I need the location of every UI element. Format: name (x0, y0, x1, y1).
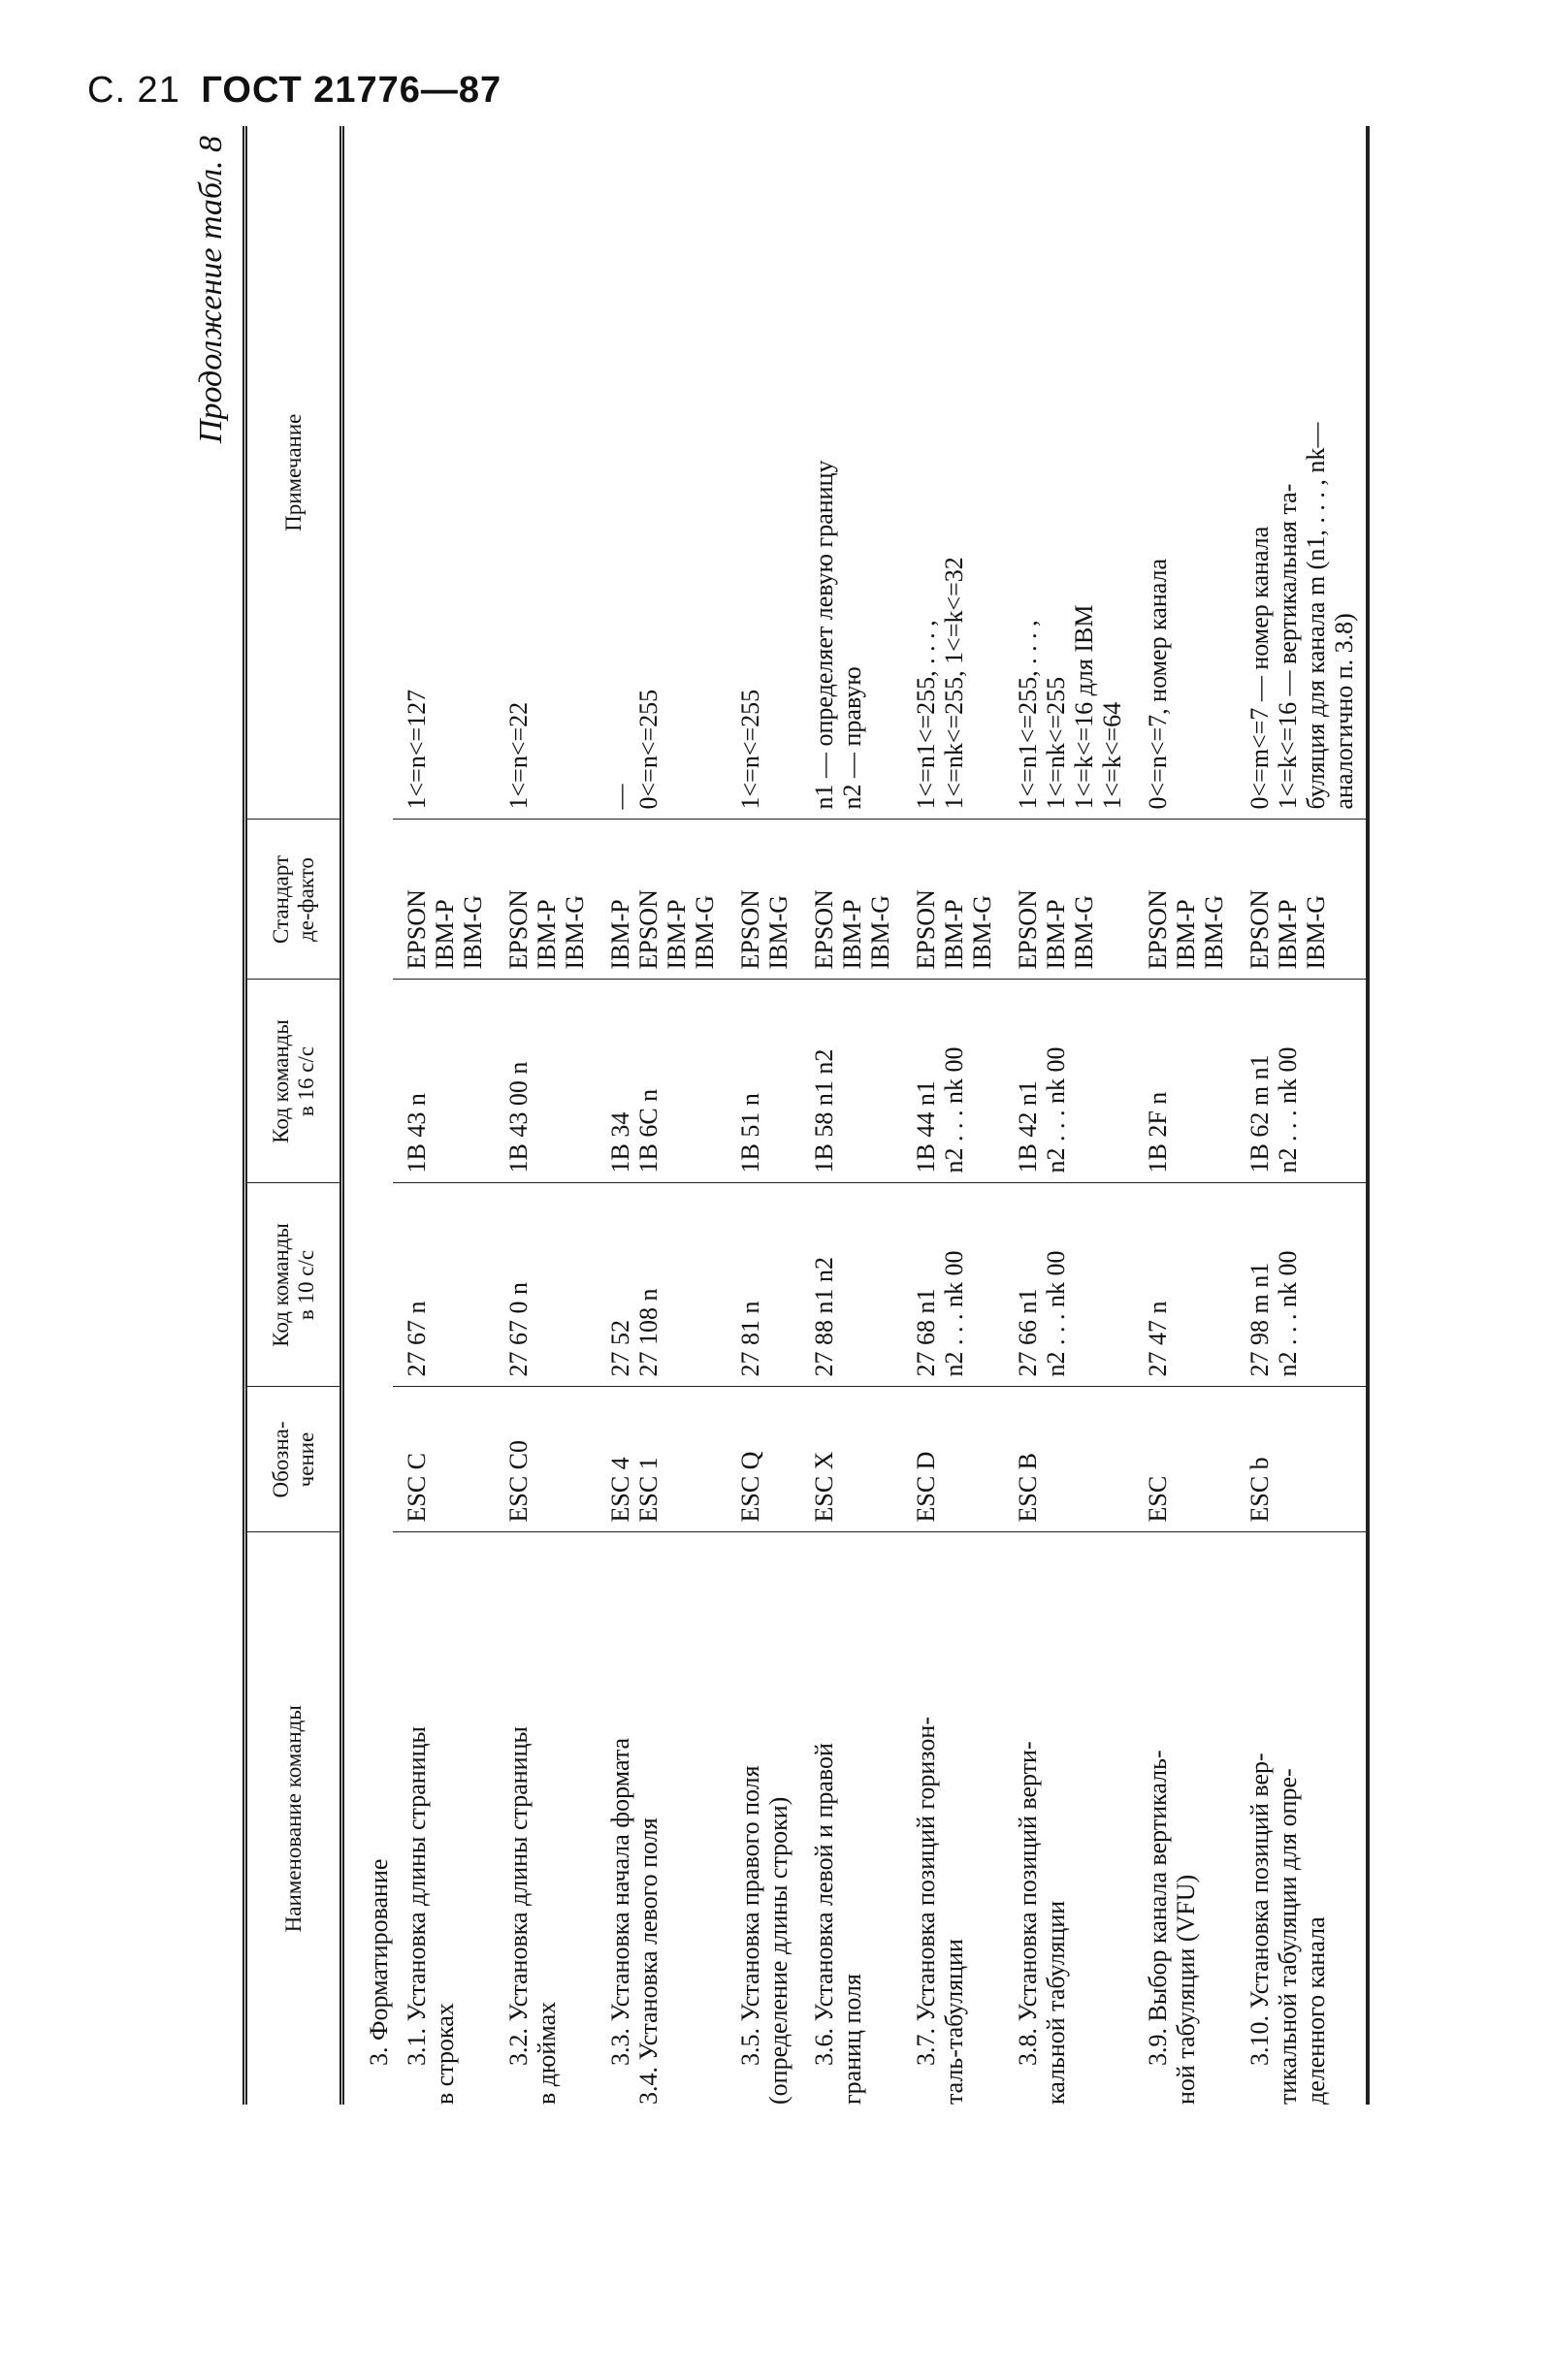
cell-standard-line: EPSON (403, 889, 431, 970)
cell-designation (800, 1387, 902, 1532)
cell-code-dec-line: n2 . . . nk 00 (940, 1250, 968, 1377)
cell-standard-line: IBM-P (1274, 899, 1302, 970)
cell-note (1004, 126, 1134, 820)
cell-command-name-line: 3.10. Установка позиций вер- (1245, 1753, 1274, 2066)
cell-code-hex-line: 1B 51 n (736, 1093, 764, 1174)
cell-note-line: n1 — определяет левую границу (810, 460, 838, 810)
cell-standard-line: IBM-G (561, 894, 589, 970)
cell-command-name-line: 3.5. Установка правого поля (736, 1765, 764, 2066)
cell-designation-line: ESC B (1014, 1452, 1042, 1523)
cell-designation-line: ESC X (810, 1451, 838, 1523)
cell-command-name (1236, 1532, 1368, 2105)
header-line: чение (293, 1431, 318, 1488)
cell-note-line: n2 — правую (838, 666, 866, 810)
cell-standard-line: EPSON (504, 889, 533, 970)
cell-code-dec-line: 27 67 n (403, 1301, 431, 1377)
cell-command-name-line: 3.7. Установка позиций горизон- (912, 1717, 940, 2066)
header-command-name (245, 1532, 342, 2105)
cell-code-dec (1004, 1183, 1134, 1387)
cell-code-hex-line: n2 . . . nk 00 (1274, 1046, 1302, 1174)
cell-note-line: 1<=n<=255 (736, 689, 764, 810)
cell-code-hex-line: 1B 43 00 n (504, 1061, 533, 1174)
header-line: де-факто (293, 857, 318, 942)
cell-designation (393, 1387, 495, 1532)
cell-standard (800, 820, 902, 980)
cell-standard-line: EPSON (1014, 889, 1042, 970)
table-row (1134, 126, 1236, 2105)
cell-code-hex (1134, 980, 1236, 1183)
cell-code-dec (1134, 1183, 1236, 1387)
cell-code-dec-line: 27 67 0 n (504, 1282, 533, 1377)
cell-code-hex-line: 1B 43 n (403, 1093, 431, 1174)
document-code: ГОСТ 21776—87 (201, 70, 502, 111)
cell-note-line: 0<=n<=7, номер канала (1144, 558, 1172, 810)
cell-designation-line: ESC b (1245, 1457, 1274, 1523)
header-code-hex (245, 980, 342, 1183)
page-number: С. 21 (87, 70, 180, 111)
cell-designation-line: ESC C0 (504, 1439, 533, 1523)
cell-note (597, 126, 727, 820)
cell-designation (1236, 1387, 1368, 1532)
cell-note (393, 126, 495, 820)
header-line: Стандарт (268, 854, 293, 945)
cell-note-line: 1<=k<=16 — вертикальная та- (1274, 483, 1302, 810)
cell-standard-line: EPSON (912, 889, 940, 970)
cell-note-line: — (606, 784, 634, 810)
cell-standard-line: IBM-P (663, 899, 691, 970)
cell-code-dec-line: 27 66 n1 (1014, 1288, 1042, 1377)
cell-designation (495, 1387, 597, 1532)
cell-code-hex-line: n2 . . . nk 00 (940, 1046, 968, 1174)
cell-code-dec-line: n2 . . . nk 00 (1042, 1250, 1070, 1377)
table-row (902, 126, 1004, 2105)
cell-standard (1004, 820, 1134, 980)
cell-command-name-line: в строках (431, 2003, 459, 2105)
cell-note-line: 1<=nk<=255 (1042, 676, 1070, 810)
cell-command-name-line: таль-табуляции (940, 1939, 968, 2105)
cell-command-name (597, 1532, 727, 2105)
cell-code-dec (393, 1183, 495, 1387)
cell-standard (727, 820, 800, 980)
header-line: в 10 с/с (293, 1249, 318, 1321)
cell-code-hex-line: 1B 58 n1 n2 (810, 1048, 838, 1174)
cell-code-hex-line: 1B 62 m n1 (1245, 1054, 1274, 1174)
cell-note (495, 126, 597, 820)
commands-table (242, 126, 1370, 2105)
cell-code-hex (1004, 980, 1134, 1183)
cell-command-name (800, 1532, 902, 2105)
cell-note (1236, 126, 1368, 820)
section-row (342, 126, 394, 2105)
cell-code-hex (393, 980, 495, 1183)
header-designation (245, 1387, 342, 1532)
cell-designation-line: ESC 4 (606, 1457, 634, 1523)
cell-standard (1236, 820, 1368, 980)
cell-code-hex (902, 980, 1004, 1183)
cell-standard-line: EPSON (1245, 889, 1274, 970)
cell-designation-line: ESC C (403, 1452, 431, 1523)
cell-standard-line: IBM-G (691, 894, 719, 970)
cell-standard-line: IBM-G (968, 894, 996, 970)
table-row (800, 126, 902, 2105)
cell-code-dec (727, 1183, 800, 1387)
cell-note-line: аналогично п. 3.8) (1330, 613, 1358, 810)
cell-standard-line: EPSON (634, 889, 663, 970)
cell-standard (495, 820, 597, 980)
cell-command-name (495, 1532, 597, 2105)
cell-designation-line: ESC (1144, 1475, 1172, 1523)
cell-note-line: 1<=k<=16 для IBM (1070, 604, 1098, 810)
cell-command-name-line: границ поля (838, 1974, 866, 2105)
cell-command-name-line: 3.3. Установка начала формата (606, 1737, 634, 2066)
cell-standard-line: IBM-P (1172, 899, 1200, 970)
cell-standard-line: IBM-P (533, 899, 561, 970)
cell-standard-line: IBM-G (1200, 894, 1228, 970)
cell-command-name-line: (определение длины строки) (764, 1796, 792, 2105)
header-line: Код команды (268, 1019, 293, 1143)
cell-note-line: 1<=n<=22 (504, 701, 533, 810)
header-line: Примечание (280, 413, 306, 531)
cell-note (902, 126, 1004, 820)
cell-standard-line: IBM-P (838, 899, 866, 970)
section-title: 3. Форматирование (365, 1858, 393, 2066)
cell-standard-line: IBM-P (606, 899, 634, 970)
cell-code-dec-line: 27 108 n (634, 1288, 663, 1377)
header-standard (245, 820, 342, 980)
cell-standard-line: EPSON (1144, 889, 1172, 970)
table-row (393, 126, 495, 2105)
header-line: Обозна- (268, 1421, 293, 1498)
header-code-dec (245, 1183, 342, 1387)
table-body (342, 126, 1369, 2105)
cell-standard-line: IBM-P (1042, 899, 1070, 970)
cell-code-hex (597, 980, 727, 1183)
table-continuation-title: Продолжение табл. 8 (193, 136, 229, 444)
cell-code-dec-line: 27 52 (606, 1320, 634, 1377)
cell-code-dec-line: 27 68 n1 (912, 1288, 940, 1377)
cell-command-name (1004, 1532, 1134, 2105)
cell-standard-line: IBM-G (866, 894, 894, 970)
table-row (597, 126, 727, 2105)
cell-code-dec-line: n2 . . . nk 00 (1274, 1250, 1302, 1377)
cell-note-line: 1<=n1<=255, . . . , (1014, 620, 1042, 810)
cell-code-hex-line: 1B 44 n1 (912, 1080, 940, 1174)
cell-note-line: 1<=nk<=255, 1<=k<=32 (940, 557, 968, 810)
cell-code-hex-line: 1B 42 n1 (1014, 1080, 1042, 1174)
cell-standard (902, 820, 1004, 980)
cell-note (727, 126, 800, 820)
cell-command-name-line: деленного канала (1302, 1916, 1330, 2105)
cell-note-line: 0<=n<=255 (634, 689, 663, 810)
cell-note-line: 1<=n<=127 (403, 689, 431, 810)
cell-command-name-line: 3.6. Установка левой и правой (810, 1743, 838, 2066)
cell-code-dec-line: 27 98 m n1 (1245, 1262, 1274, 1377)
cell-designation (1004, 1387, 1134, 1532)
cell-standard-line: IBM-G (459, 894, 487, 970)
cell-note (800, 126, 902, 820)
cell-note-line: 1<=k<=64 (1098, 701, 1126, 810)
table-header-row (245, 126, 342, 2105)
cell-standard-line: IBM-G (1070, 894, 1098, 970)
cell-standard (1134, 820, 1236, 980)
cell-standard-line: IBM-P (431, 899, 459, 970)
cell-code-dec-line: 27 88 n1 n2 (810, 1257, 838, 1377)
cell-command-name-line: ной табуляции (VFU) (1172, 1874, 1200, 2105)
cell-code-hex-line: 1B 6C n (634, 1088, 663, 1174)
cell-designation (597, 1387, 727, 1532)
cell-command-name (1134, 1532, 1236, 2105)
cell-code-dec (800, 1183, 902, 1387)
cell-command-name-line: тикальной табуляции для опре- (1274, 1768, 1302, 2105)
cell-code-dec (597, 1183, 727, 1387)
cell-command-name-line: 3.4. Установка левого поля (634, 1817, 663, 2105)
cell-code-dec-line: 27 81 n (736, 1301, 764, 1377)
cell-code-dec (495, 1183, 597, 1387)
cell-designation-line: ESC D (912, 1451, 940, 1523)
cell-code-hex (800, 980, 902, 1183)
cell-code-dec (902, 1183, 1004, 1387)
cell-command-name (902, 1532, 1004, 2105)
cell-command-name-line: 3.8. Установка позиций верти- (1014, 1741, 1042, 2066)
cell-designation-line: ESC Q (736, 1451, 764, 1523)
cell-code-dec-line: 27 47 n (1144, 1301, 1172, 1377)
table-row (495, 126, 597, 2105)
cell-command-name-line: кальной табуляции (1042, 1900, 1070, 2105)
header-line: Код команды (268, 1223, 293, 1347)
cell-note-line: буляция для канала m (n1, . . . , nk— (1302, 422, 1330, 810)
cell-designation (1134, 1387, 1236, 1532)
page-header (87, 70, 501, 112)
cell-note (1134, 126, 1236, 820)
cell-note-line: 1<=n1<=255, . . . , (912, 620, 940, 810)
cell-code-hex-line: 1B 34 (606, 1111, 634, 1174)
cell-note-line: 0<=m<=7 — номер канала (1245, 526, 1274, 810)
table-row (1236, 126, 1368, 2105)
cell-command-name-line: 3.2. Установка длины страницы (504, 1726, 533, 2066)
cell-standard-line: EPSON (810, 889, 838, 970)
cell-standard-line: EPSON (736, 889, 764, 970)
cell-standard-line: IBM-P (940, 899, 968, 970)
cell-standard-line: IBM-G (1302, 894, 1330, 970)
cell-code-hex-line: 1B 2F n (1144, 1091, 1172, 1174)
cell-command-name (727, 1532, 800, 2105)
header-note (245, 126, 342, 820)
cell-code-dec (1236, 1183, 1368, 1387)
rotated-table-page (184, 126, 1368, 2105)
cell-command-name (393, 1532, 495, 2105)
cell-code-hex (495, 980, 597, 1183)
cell-command-name-line: 3.9. Выбор канала вертикаль- (1144, 1750, 1172, 2066)
cell-command-name-line: 3.1. Установка длины страницы (403, 1726, 431, 2066)
table-row (727, 126, 800, 2105)
cell-designation-line: ESC 1 (634, 1457, 663, 1523)
header-line: Наименование команды (280, 1705, 306, 1933)
cell-standard (393, 820, 495, 980)
table-row (1004, 126, 1134, 2105)
cell-code-hex (727, 980, 800, 1183)
cell-code-hex-line: n2 . . . nk 00 (1042, 1046, 1070, 1174)
cell-designation (727, 1387, 800, 1532)
cell-code-hex (1236, 980, 1368, 1183)
cell-designation (902, 1387, 1004, 1532)
header-line: в 16 с/с (293, 1045, 318, 1117)
cell-standard-line: IBM-G (764, 894, 792, 970)
cell-command-name-line: в дюймах (533, 2001, 561, 2105)
cell-standard (597, 820, 727, 980)
